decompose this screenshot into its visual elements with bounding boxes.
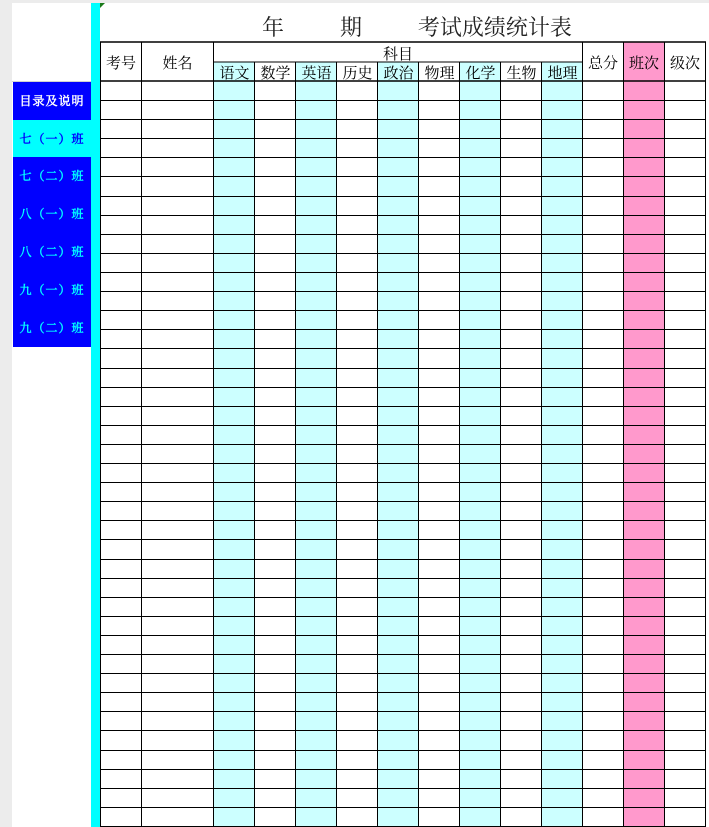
header-exam-no: 考号 — [105, 54, 136, 72]
header-subject: 生物 — [506, 64, 537, 82]
header-name: 姓名 — [162, 54, 193, 72]
header-subject: 政治 — [383, 64, 414, 82]
header-subject: 地理 — [547, 64, 578, 82]
sheet-nav-item[interactable]: 八（二）班 — [13, 233, 91, 271]
header-class-rank: 班次 — [628, 54, 659, 72]
header-subjects-group: 科目 — [382, 45, 413, 63]
sheet-nav-item[interactable]: 目录及说明 — [13, 82, 91, 120]
header-subject: 英语 — [301, 64, 332, 82]
class-rank-column-fill — [623, 42, 664, 827]
header-total: 总分 — [587, 54, 618, 72]
sheet-nav-item[interactable]: 七（一）班 — [13, 120, 91, 158]
header-subject: 语文 — [219, 64, 250, 82]
cell-comment-marker — [100, 3, 105, 8]
sidebar-header-cell — [12, 3, 92, 82]
header-subject: 数学 — [260, 64, 291, 82]
frozen-pane-divider — [91, 3, 100, 827]
header-grade-rank: 级次 — [669, 54, 700, 72]
header-subject: 化学 — [465, 64, 496, 82]
sheet-nav-item[interactable]: 八（一）班 — [13, 195, 91, 233]
sheet-nav-item[interactable]: 九（二）班 — [13, 309, 91, 347]
sheet-title: 年 期 考试成绩统计表 — [262, 16, 572, 41]
header-subject: 物理 — [424, 64, 455, 82]
header-subject: 历史 — [342, 64, 373, 82]
sheet-nav-item[interactable]: 七（二）班 — [13, 157, 91, 195]
sheet-title-cell — [100, 3, 709, 43]
sheet-nav-item[interactable]: 九（一）班 — [13, 271, 91, 309]
